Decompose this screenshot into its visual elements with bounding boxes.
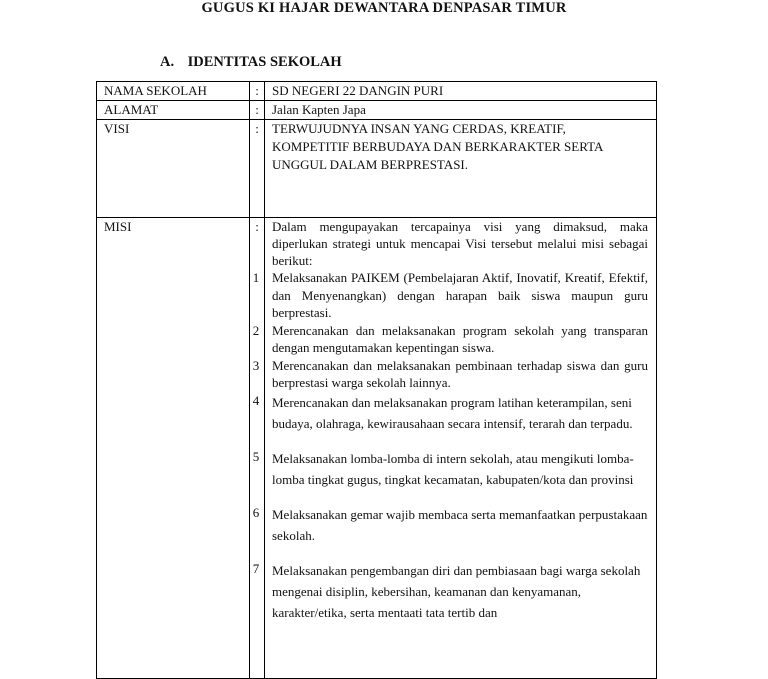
item-number: 2 [252,322,260,338]
item-text: Melaksanakan lomba-lomba di intern sekolah, atau mengikuti lomba-lomba tingkat gugus, tingkat kecamatan, kabupaten/kota dan provinsi [272,450,634,487]
list-item [252,269,648,322]
section-number: A. [160,54,175,70]
alamat-value: Jalan Kapten Japa [265,101,657,120]
separator: : [250,101,265,120]
list-item [252,560,648,623]
item-number: 7 [252,560,260,576]
document-heading: GUGUS KI HAJAR DEWANTARA DENPASAR TIMUR [201,0,567,16]
item-number: 3 [252,357,260,373]
list-item [252,357,648,392]
item-number: 1 [252,270,260,285]
alamat-label: ALAMAT [97,101,250,120]
item-text: Merencanakan dan melaksanakan program sekolah yang transparan dengan mengutamakan kepentingan siswa. [272,322,648,355]
section-title: IDENTITAS SEKOLAH [187,54,342,70]
list-item [252,448,648,490]
item-number: 5 [252,448,260,464]
item-text: Merencanakan dan melaksanakan pembinaan terhadap siswa dan guru berprestasi warga sekolah lainnya. [272,357,648,390]
visi-label: VISI [97,120,250,218]
row-nama-sekolah [97,82,657,101]
row-alamat [97,101,657,120]
item-text: Melaksanakan gemar wajib membaca serta memanfaatkan perpustakaan sekolah. [272,506,648,543]
visi-line: UNGGUL DALAM BERPRESTASI. [272,157,469,172]
item-text: Merencanakan dan melaksanakan program latihan keterampilan, seni budaya, olahraga, kewirausahaan secara intensif, terarah dan terpadu. [272,394,633,431]
list-item [252,392,648,434]
list-item [252,504,648,546]
visi-line: TERWUJUDNYA INSAN YANG CERDAS, KREATIF, [272,121,566,136]
item-number: 6 [252,504,260,520]
section-heading [160,54,342,71]
separator: : [250,120,265,218]
list-item [252,322,648,357]
item-text: Melaksanakan PAIKEM (Pembelajaran Aktif, Inovatif, Kreatif, Efektif, dan Menyenangkan) dengan harapan baik siswa maupun guru berprestasi. [272,270,648,320]
nama-value: SD NEGERI 22 DANGIN PURI [265,82,657,101]
row-visi [97,120,657,218]
misi-intro: Dalam mengupayakan tercapainya visi yang dimaksud, maka diperlukan strategi untuk mencapai Visi tersebut melalui misi sebagai berikut: [272,219,648,268]
separator: : [250,218,265,679]
visi-line: KOMPETITIF BERBUDAYA DAN BERKARAKTER SERTA [272,139,604,154]
identity-table [96,81,657,679]
item-number: 4 [252,392,260,408]
separator: : [250,82,265,101]
item-text: Melaksanakan pengembangan diri dan pembiasaan bagi warga sekolah mengenai disiplin, kebersihan, keamanan dan kenyamanan, karakter/etika, serta mentaati tata tertib dan [272,562,641,620]
visi-value [265,120,657,218]
misi-label: MISI [97,218,250,679]
nama-label: NAMA SEKOLAH [97,82,250,101]
row-misi [97,218,657,679]
misi-value [252,218,657,679]
